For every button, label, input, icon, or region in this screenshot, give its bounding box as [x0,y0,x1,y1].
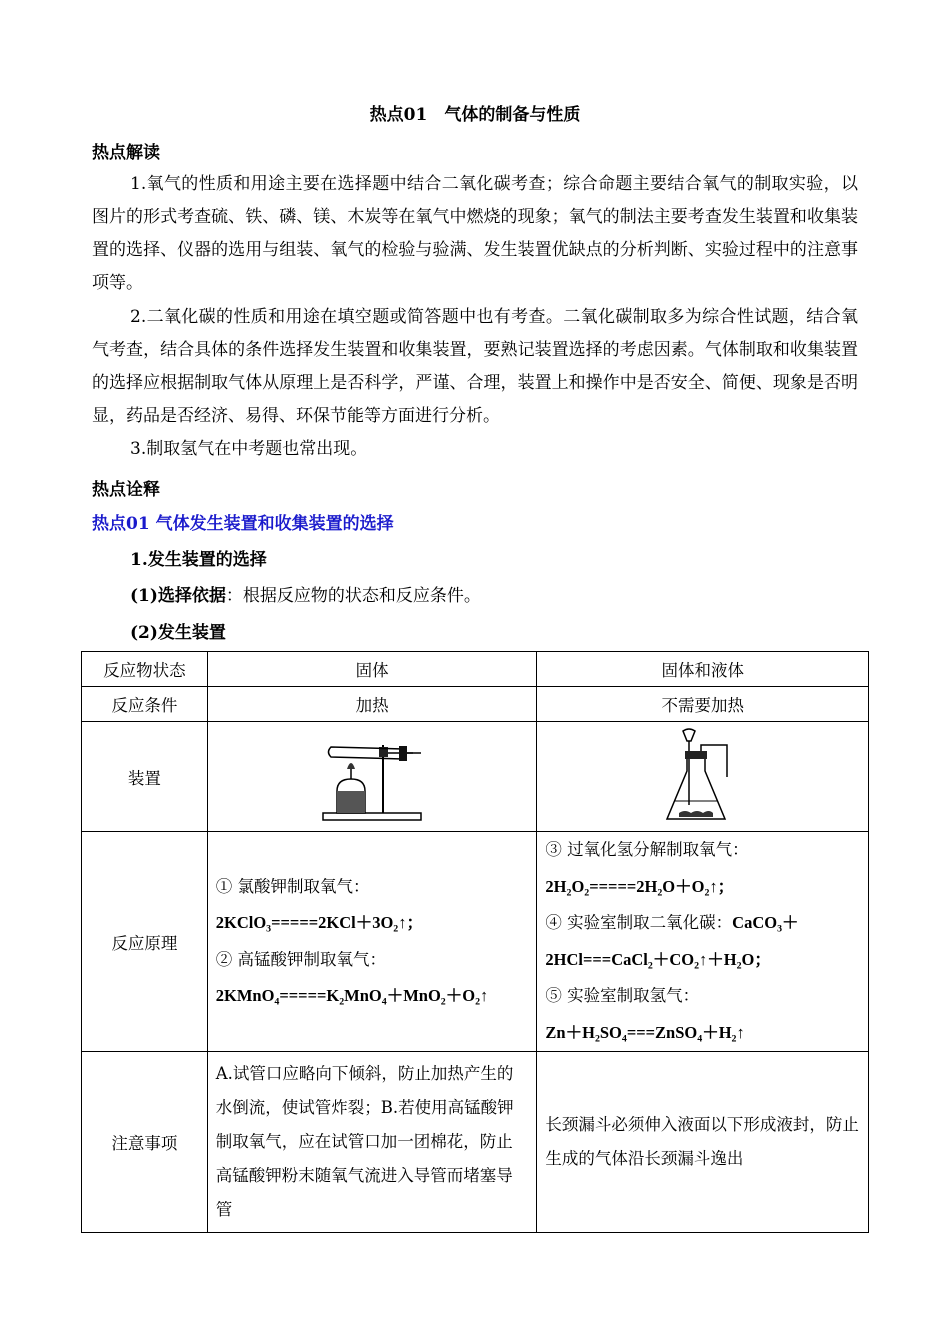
table-row [82,722,869,832]
principle-line: ④ 实验室制取二氧化碳： [545,913,733,932]
paragraph-3: 3.制取氢气在中考题也常出现。 [130,439,368,459]
generator-table [81,651,869,1233]
table-row [82,652,869,687]
table-cell: 反应原理 [82,832,208,1052]
section-heading-interpretation: 热点解读 [92,143,160,163]
subheading-generator-selection: 1.发生装置的选择 [130,550,267,570]
heating-apparatus-image [317,727,427,827]
equation: 2KClO₃=====2KCl＋3O₂↑； [215,913,424,932]
paragraph-2: 2.二氧化碳的性质和用途在填空题或简答题中也有考查。二氧化碳制取多为综合性试题，结合氧气考查，结合具体的条件选择发生装置和收集装置，要熟记装置选择的考虑因素。气体制取和收集装置的选择应根据制取气体从原理上是否科学，严谨、合理，装置上和操作中是否安全、简便、现象是否明显，药品是否经济、易得、环保节能等方面进行分析。 [92,307,858,426]
table-cell-apparatus-heating [207,722,537,832]
table-cell: 反应条件 [82,687,208,722]
table-cell-liquid-notes: 长颈漏斗必须伸入液面以下形成液封，防止生成的气体沿长颈漏斗逸出 [537,1052,869,1233]
subheading-selection-basis [130,581,481,606]
paragraph-1: 1.氧气的性质和用途主要在选择题中结合二氧化碳考查；综合命题主要结合氧气的制取实验，以图片的形式考查硫、铁、磷、镁、木炭等在氧气中燃烧的现象；氧气的制法主要考查发生装置和收集装置的选择、仪器的选用与组装、氧气的检验与验满、发生装置优缺点的分析判断、实验过程中的注意事项等。 [92,174,858,293]
table-cell: 反应物状态 [82,652,208,687]
equation: 2H₂O₂=====2H₂O＋O₂↑； [545,876,735,896]
subheading-generator-device: (2)发生装置 [130,623,226,643]
table-cell: 装置 [82,722,208,832]
section-heading-explanation: 热点诠释 [92,480,160,500]
equation: 2KMnO₄=====K₂MnO₄＋MnO₂＋O₂↑ [215,986,489,1005]
table-cell: 固体 [207,652,537,687]
table-row [82,832,869,1052]
principle-line: ③ 过氧化氢分解制取氧气： [545,840,749,859]
principle-line: ① 氯酸钾制取氧气： [215,876,370,896]
table-cell-liquid-principle [537,832,869,1052]
table-cell: 不需要加热 [537,687,869,722]
selection-basis-label: (1)选择依据 [130,586,226,606]
selection-basis-text: ：根据反应物的状态和反应条件。 [225,586,481,606]
equation: Zn＋H₂SO₄===ZnSO₄＋H₂↑ [545,1022,745,1042]
hotspot-heading: 热点01 气体发生装置和收集装置的选择 [92,514,394,534]
equation: CaCO₃＋ [732,913,799,932]
flask-apparatus-image [663,727,743,827]
table-cell: 注意事项 [82,1052,208,1233]
table-row [82,1052,869,1233]
table-cell: 加热 [207,687,537,722]
table-row [82,687,869,722]
principle-line: ⑤ 实验室制取氢气： [545,986,700,1005]
page-title: 热点01 气体的制备与性质 [369,105,581,125]
table-cell-solid-principle [207,832,537,1052]
table-cell-solid-notes: A.试管口应略向下倾斜，防止加热产生的水倒流，使试管炸裂；B.若使用高锰酸钾制取氧气，应在试管口加一团棉花，防止高锰酸钾粉末随氧气流进入导管而堵塞导管 [207,1052,537,1233]
equation: 2HCl===CaCl₂＋CO₂↑＋H₂O； [545,949,771,969]
table-cell: 固体和液体 [537,652,869,687]
table-cell-apparatus-no-heating [537,722,869,832]
principle-line: ② 高锰酸钾制取氧气： [215,949,387,969]
